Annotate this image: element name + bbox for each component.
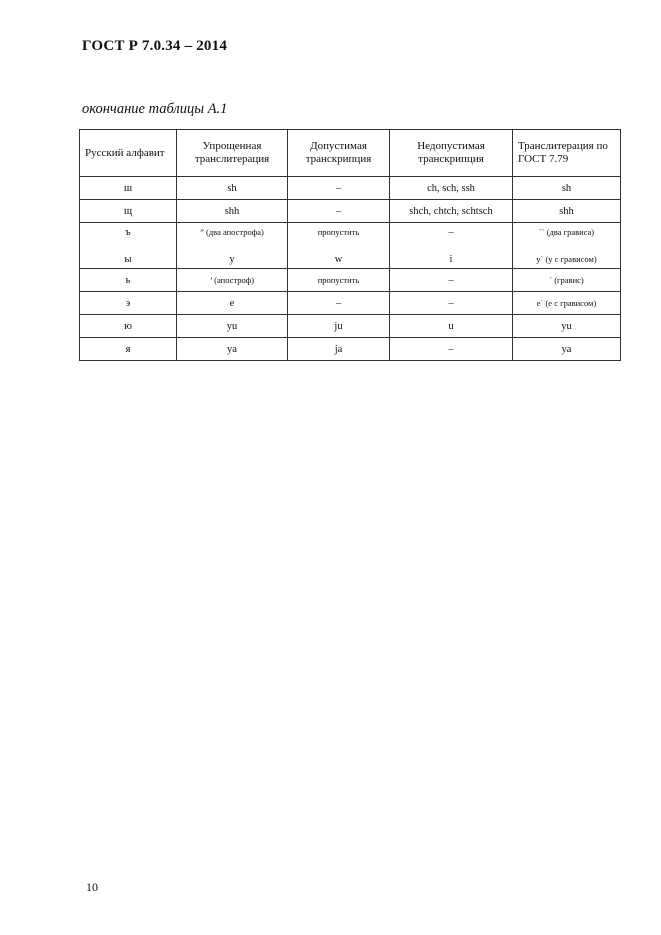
cell-allowed-line: пропустить [317,226,360,237]
cell-gost-line: `` (два грависа) [538,226,595,237]
cell-forbidden-line: – [448,226,454,238]
cell-simplified-line: y [229,253,235,265]
cell-gost [513,223,621,269]
table-caption: окончание таблицы А.1 [82,101,228,117]
cell-allowed [288,223,390,269]
cell-simplified: sh [177,177,288,200]
header-forbidden-transcription: Недопустимая транскрипция [390,130,513,177]
cell-allowed-line: w [334,253,343,265]
cell-allowed: ja [288,338,390,361]
cell-gost-line: y` (y с грависом) [536,253,597,264]
cell-forbidden: ch, sch, ssh [390,177,513,200]
cell-simplified: ’ (апостроф) [177,269,288,292]
cell-letter [80,223,177,269]
cell-letter: я [80,338,177,361]
cell-simplified [177,223,288,269]
cell-letter: ю [80,315,177,338]
cell-gost: ` (гравис) [513,269,621,292]
cell-letter: ь [80,269,177,292]
cell-simplified: shh [177,200,288,223]
transliteration-table [79,129,621,361]
cell-simplified: e [177,292,288,315]
cell-allowed: – [288,200,390,223]
table-row [80,200,621,223]
cell-forbidden [390,223,513,269]
table-row [80,292,621,315]
cell-forbidden: – [390,338,513,361]
table-header-row [80,130,621,177]
table-row [80,338,621,361]
table-row [80,177,621,200]
cell-allowed: пропустить [288,269,390,292]
cell-allowed: – [288,177,390,200]
cell-gost: shh [513,200,621,223]
cell-letter: щ [80,200,177,223]
header-allowed-transcription: Допустимая транскрипция [288,130,390,177]
header-gost-transliteration: Транслитерация по ГОСТ 7.79 [513,130,621,177]
cell-gost: yu [513,315,621,338]
cell-letter-line: ъ [125,226,131,238]
cell-forbidden-line: i [449,253,453,265]
cell-letter-line: ы [124,253,132,265]
cell-simplified-line: ” (два апострофа) [200,226,264,237]
header-russian-alphabet: Русский алфавит [80,130,177,177]
cell-gost: ya [513,338,621,361]
cell-letter: э [80,292,177,315]
cell-simplified: yu [177,315,288,338]
cell-forbidden: – [390,292,513,315]
header-simplified-transliteration: Упрощенная транслитерация [177,130,288,177]
cell-gost: sh [513,177,621,200]
table-row-merged [80,223,621,269]
table-row [80,269,621,292]
cell-allowed: – [288,292,390,315]
cell-letter: ш [80,177,177,200]
table-row [80,315,621,338]
cell-gost: e` (e с грависом) [513,292,621,315]
document-header: ГОСТ Р 7.0.34 – 2014 [82,38,228,54]
cell-forbidden: u [390,315,513,338]
cell-simplified: ya [177,338,288,361]
cell-forbidden: shch, chtch, schtsch [390,200,513,223]
page-number: 10 [86,880,98,894]
cell-forbidden: – [390,269,513,292]
cell-allowed: ju [288,315,390,338]
